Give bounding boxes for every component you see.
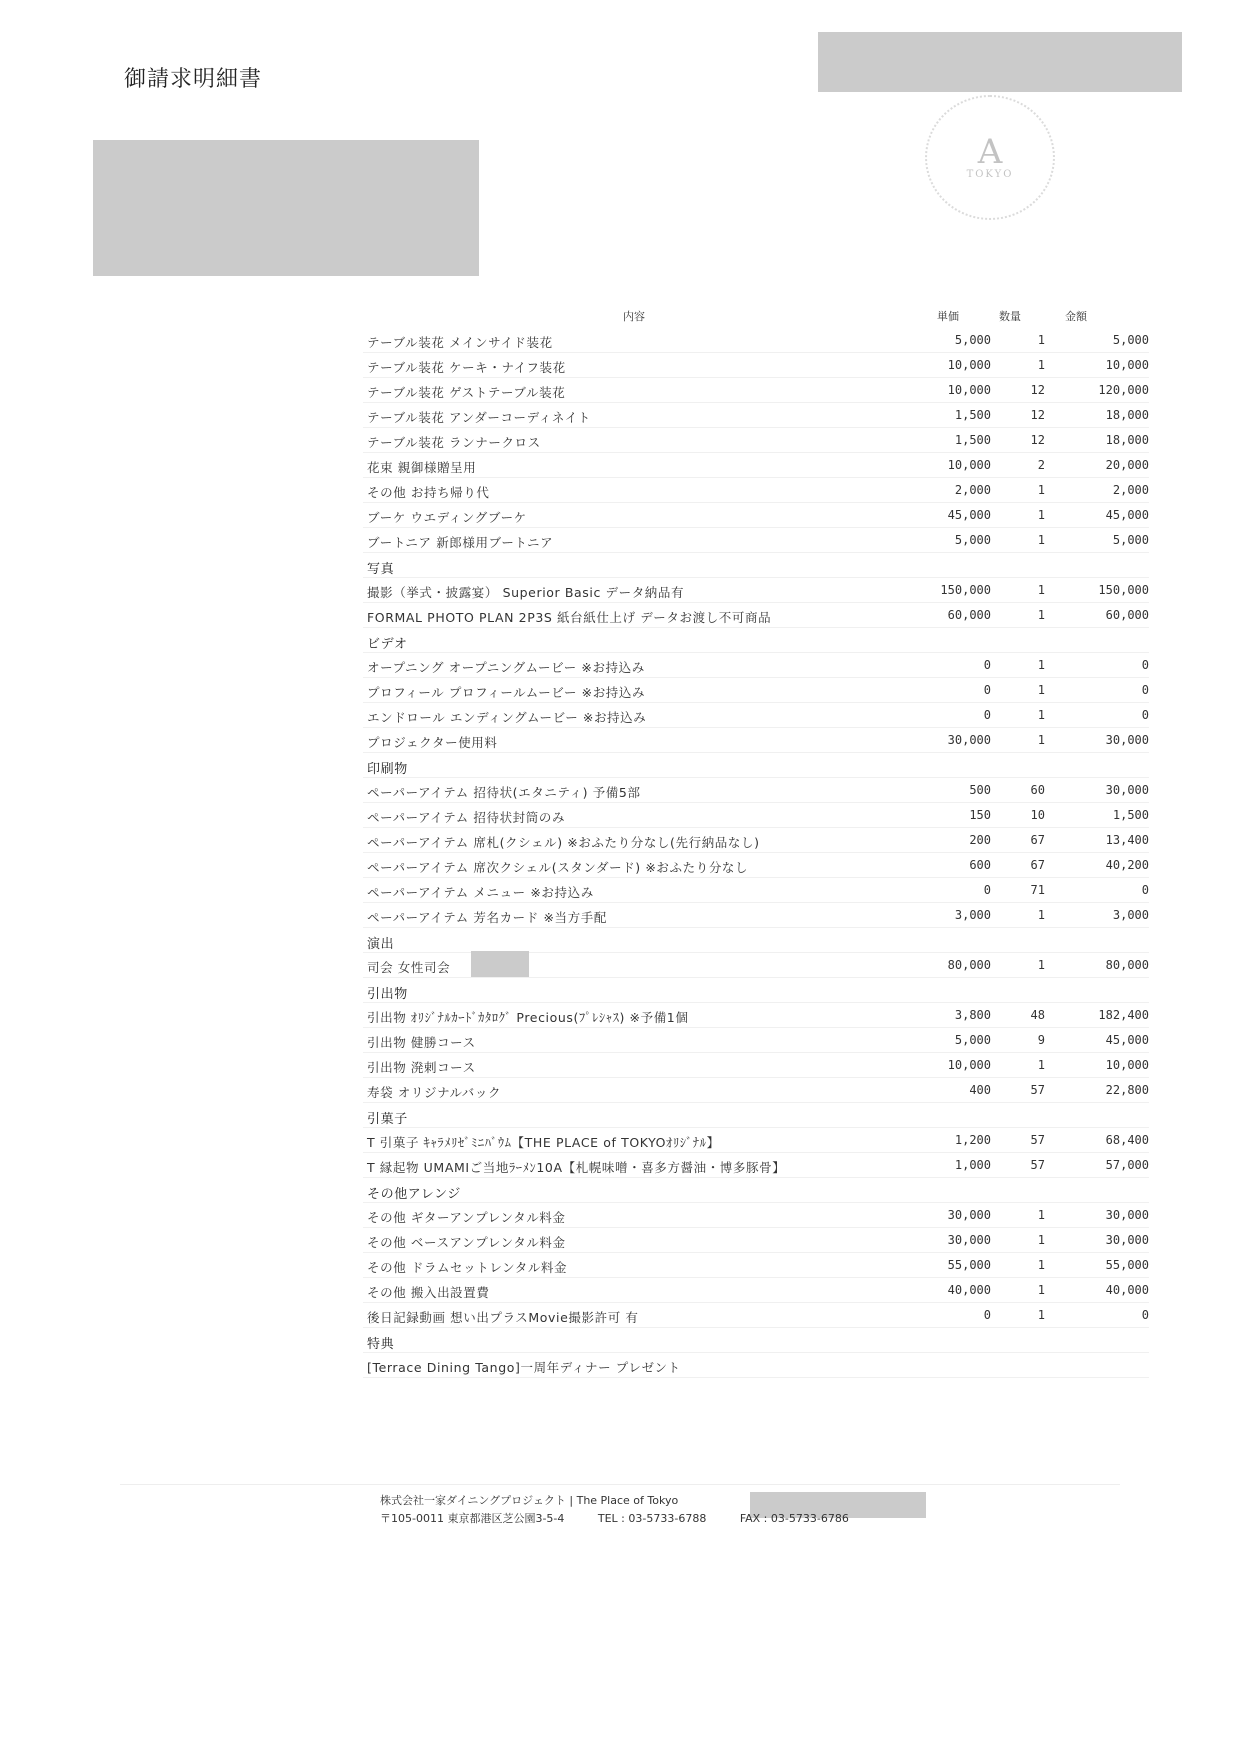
item-description: T 引菓子 ｷｬﾗﾒﾘｾﾞﾐﾆﾊﾞｳﾑ【THE PLACE of TOKYOｵﾘｼﾞﾅﾙ】 <box>367 1135 720 1150</box>
unit-price: 400 <box>969 1083 991 1097</box>
section-row <box>363 978 1149 1003</box>
item-description: ペーパーアイテム メニュー ※お持込み <box>367 885 594 900</box>
amount: 0 <box>1141 658 1149 672</box>
section-row <box>363 553 1149 578</box>
table-row <box>363 878 1149 903</box>
quantity: 1 <box>1037 333 1045 347</box>
item-description: その他 ベースアンプレンタル料金 <box>367 1235 566 1250</box>
unit-price: 30,000 <box>947 1208 991 1222</box>
quantity: 60 <box>1030 783 1045 797</box>
quantity: 1 <box>1037 683 1045 697</box>
item-description: プロジェクター使用料 <box>367 735 498 750</box>
section-label: 引菓子 <box>367 1112 408 1127</box>
quantity: 12 <box>1030 383 1045 397</box>
quantity: 1 <box>1037 908 1045 922</box>
unit-price: 40,000 <box>947 1283 991 1297</box>
quantity: 10 <box>1030 808 1045 822</box>
table-row <box>363 953 1149 978</box>
quantity: 1 <box>1037 1283 1045 1297</box>
unit-price: 30,000 <box>947 1233 991 1247</box>
amount: 40,200 <box>1105 858 1149 872</box>
quantity: 1 <box>1037 483 1045 497</box>
amount: 150,000 <box>1098 583 1149 597</box>
quantity: 71 <box>1030 883 1045 897</box>
amount: 5,000 <box>1112 533 1149 547</box>
unit-price: 0 <box>983 708 991 722</box>
item-description: FORMAL PHOTO PLAN 2P3S 紙台紙仕上げ データお渡し不可商品 <box>367 610 772 625</box>
table-row <box>363 603 1149 628</box>
logo-mark: A <box>977 132 1003 172</box>
quantity: 1 <box>1037 583 1045 597</box>
amount: 120,000 <box>1098 383 1149 397</box>
quantity: 48 <box>1030 1008 1045 1022</box>
amount: 68,400 <box>1105 1133 1149 1147</box>
table-row <box>363 903 1149 928</box>
quantity: 1 <box>1037 1308 1045 1322</box>
quantity: 1 <box>1037 1233 1045 1247</box>
unit-price: 0 <box>983 683 991 697</box>
footer-company: 株式会社一家ダイニングプロジェクト | The Place of Tokyo <box>380 1494 679 1507</box>
amount: 3,000 <box>1112 908 1149 922</box>
item-description: ペーパーアイテム 席札(クシェル) ※おふたり分なし(先行納品なし) <box>367 835 760 850</box>
quantity: 12 <box>1030 408 1045 422</box>
unit-price: 600 <box>969 858 991 872</box>
table-row <box>363 803 1149 828</box>
section-label: 演出 <box>367 937 395 952</box>
amount: 0 <box>1141 883 1149 897</box>
amount: 45,000 <box>1105 1033 1149 1047</box>
header-content: 内容 <box>623 310 645 323</box>
quantity: 1 <box>1037 508 1045 522</box>
unit-price: 10,000 <box>947 1058 991 1072</box>
table-row <box>363 1128 1149 1153</box>
section-row <box>363 1103 1149 1128</box>
item-description: ブーケ ウエディングブーケ <box>367 510 527 525</box>
amount: 18,000 <box>1105 408 1149 422</box>
header-amount: 金額 <box>1065 310 1087 323</box>
footer-tel: TEL : 03-5733-6788 <box>597 1512 707 1525</box>
unit-price: 80,000 <box>947 958 991 972</box>
unit-price: 10,000 <box>947 458 991 472</box>
quantity: 1 <box>1037 358 1045 372</box>
quantity: 2 <box>1037 458 1045 472</box>
section-row <box>363 1178 1149 1203</box>
redacted-block-address <box>93 140 479 276</box>
amount: 18,000 <box>1105 433 1149 447</box>
amount: 80,000 <box>1105 958 1149 972</box>
footer-address-line <box>380 1510 879 1526</box>
quantity: 1 <box>1037 958 1045 972</box>
table-row <box>363 853 1149 878</box>
table-row <box>363 528 1149 553</box>
table-row <box>363 403 1149 428</box>
table-row <box>363 478 1149 503</box>
quantity: 1 <box>1037 533 1045 547</box>
amount: 22,800 <box>1105 1083 1149 1097</box>
amount: 20,000 <box>1105 458 1149 472</box>
table-row <box>363 678 1149 703</box>
item-description: ペーパーアイテム 招待状(エタニティ) 予備5部 <box>367 785 641 800</box>
item-description: 引出物 ｵﾘｼﾞﾅﾙｶｰﾄﾞｶﾀﾛｸﾞ Precious(ﾌﾟﾚｼｬｽ) ※予備1個 <box>367 1010 689 1025</box>
table-row <box>363 503 1149 528</box>
amount: 45,000 <box>1105 508 1149 522</box>
footer-divider <box>120 1484 1120 1485</box>
section-label: ビデオ <box>367 637 408 652</box>
table-row <box>363 353 1149 378</box>
item-description: ペーパーアイテム 招待状封筒のみ <box>367 810 566 825</box>
item-description: 後日記録動画 想い出プラスMovie撮影許可 有 <box>367 1310 639 1325</box>
unit-price: 10,000 <box>947 383 991 397</box>
item-description: プロフィール プロフィールムービー ※お持込み <box>367 685 646 700</box>
quantity: 57 <box>1030 1158 1045 1172</box>
amount: 30,000 <box>1105 783 1149 797</box>
section-row <box>363 928 1149 953</box>
amount: 30,000 <box>1105 1208 1149 1222</box>
amount: 10,000 <box>1105 358 1149 372</box>
amount: 0 <box>1141 1308 1149 1322</box>
quantity: 1 <box>1037 708 1045 722</box>
unit-price: 5,000 <box>954 333 991 347</box>
amount: 5,000 <box>1112 333 1149 347</box>
section-label: 写真 <box>367 562 395 577</box>
table-row <box>363 328 1149 353</box>
quantity: 1 <box>1037 733 1045 747</box>
table-row <box>363 1353 1149 1378</box>
unit-price: 5,000 <box>954 1033 991 1047</box>
table-row <box>363 778 1149 803</box>
footer-address: 〒105-0011 東京都港区芝公園3-5-4 <box>380 1512 565 1525</box>
amount: 182,400 <box>1098 1008 1149 1022</box>
item-description: その他 お持ち帰り代 <box>367 485 490 500</box>
section-label: 特典 <box>367 1337 395 1352</box>
item-description: オープニング オープニングムービー ※お持込み <box>367 660 645 675</box>
table-row <box>363 1053 1149 1078</box>
item-description: テーブル装花 メインサイド装花 <box>367 335 553 350</box>
table-row <box>363 1003 1149 1028</box>
quantity: 1 <box>1037 1208 1045 1222</box>
unit-price: 0 <box>983 883 991 897</box>
item-description: 撮影（挙式・披露宴） Superior Basic データ納品有 <box>367 585 685 600</box>
table-row <box>363 1028 1149 1053</box>
item-description: テーブル装花 アンダーコーディネイト <box>367 410 591 425</box>
unit-price: 10,000 <box>947 358 991 372</box>
logo-text: TOKYO <box>966 169 1014 180</box>
item-description: ペーパーアイテム 席次クシェル(スタンダード) ※おふたり分なし <box>367 860 749 875</box>
table-row <box>363 1153 1149 1178</box>
quantity: 12 <box>1030 433 1045 447</box>
unit-price: 150 <box>969 808 991 822</box>
table-row <box>363 1303 1149 1328</box>
amount: 2,000 <box>1112 483 1149 497</box>
table-row <box>363 578 1149 603</box>
unit-price: 1,200 <box>954 1133 991 1147</box>
item-description: その他 ギターアンプレンタル料金 <box>367 1210 566 1225</box>
unit-price: 30,000 <box>947 733 991 747</box>
amount: 40,000 <box>1105 1283 1149 1297</box>
quantity: 1 <box>1037 1058 1045 1072</box>
logo-ring <box>925 95 1055 220</box>
unit-price: 3,800 <box>954 1008 991 1022</box>
quantity: 1 <box>1037 658 1045 672</box>
amount: 55,000 <box>1105 1258 1149 1272</box>
footer-fax: FAX : 03-5733-6786 <box>739 1512 849 1525</box>
item-description: ブートニア 新郎様用ブートニア <box>367 535 554 550</box>
table-row <box>363 728 1149 753</box>
quantity: 1 <box>1037 1258 1045 1272</box>
item-description: 引出物 健勝コース <box>367 1035 476 1050</box>
amount: 13,400 <box>1105 833 1149 847</box>
item-description: テーブル装花 ランナークロス <box>367 435 541 450</box>
item-description: テーブル装花 ゲストテーブル装花 <box>367 385 566 400</box>
table-row <box>363 1228 1149 1253</box>
item-description: エンドロール エンディングムービー ※お持込み <box>367 710 647 725</box>
section-row <box>363 1328 1149 1353</box>
table-row <box>363 828 1149 853</box>
section-label: その他アレンジ <box>367 1187 462 1202</box>
redacted-block-top-right <box>818 32 1182 92</box>
unit-price: 2,000 <box>954 483 991 497</box>
header-quantity: 数量 <box>999 310 1021 323</box>
quantity: 57 <box>1030 1083 1045 1097</box>
section-row <box>363 753 1149 778</box>
item-description: テーブル装花 ケーキ・ナイフ装花 <box>367 360 566 375</box>
amount: 30,000 <box>1105 1233 1149 1247</box>
amount: 1,500 <box>1112 808 1149 822</box>
unit-price: 3,000 <box>954 908 991 922</box>
unit-price: 5,000 <box>954 533 991 547</box>
unit-price: 1,000 <box>954 1158 991 1172</box>
quantity: 1 <box>1037 608 1045 622</box>
unit-price: 0 <box>983 658 991 672</box>
unit-price: 500 <box>969 783 991 797</box>
table-row <box>363 1278 1149 1303</box>
amount: 0 <box>1141 708 1149 722</box>
item-description: 引出物 溌剌コース <box>367 1060 476 1075</box>
amount: 57,000 <box>1105 1158 1149 1172</box>
item-description: T 縁起物 UMAMIご当地ﾗｰﾒﾝ10A【札幌味噌・喜多方醤油・博多豚骨】 <box>367 1160 786 1175</box>
unit-price: 1,500 <box>954 408 991 422</box>
amount: 10,000 <box>1105 1058 1149 1072</box>
item-description: ペーパーアイテム 芳名カード ※当方手配 <box>367 910 607 925</box>
item-description: [Terrace Dining Tango]一周年ディナー プレゼント <box>367 1360 681 1375</box>
amount: 60,000 <box>1105 608 1149 622</box>
table-row <box>363 1203 1149 1228</box>
unit-price: 200 <box>969 833 991 847</box>
venue-logo <box>925 95 1055 220</box>
item-description: 寿袋 オリジナルバック <box>367 1085 502 1100</box>
unit-price: 1,500 <box>954 433 991 447</box>
table-row <box>363 428 1149 453</box>
table-row <box>363 453 1149 478</box>
amount: 0 <box>1141 683 1149 697</box>
invoice-table <box>363 302 1149 1378</box>
item-description: 花束 親御様贈呈用 <box>367 460 477 475</box>
header-unit-price: 単価 <box>937 310 959 323</box>
amount: 30,000 <box>1105 733 1149 747</box>
table-row <box>363 653 1149 678</box>
section-label: 印刷物 <box>367 762 408 777</box>
table-row <box>363 1078 1149 1103</box>
item-description: その他 搬入出設置費 <box>367 1285 490 1300</box>
unit-price: 0 <box>983 1308 991 1322</box>
quantity: 67 <box>1030 858 1045 872</box>
section-row <box>363 628 1149 653</box>
item-description: その他 ドラムセットレンタル料金 <box>367 1260 568 1275</box>
unit-price: 150,000 <box>940 583 991 597</box>
table-header <box>363 302 1149 328</box>
item-description: 司会 女性司会 <box>367 960 451 975</box>
document-title: 御請求明細書 <box>124 67 263 92</box>
unit-price: 55,000 <box>947 1258 991 1272</box>
quantity: 57 <box>1030 1133 1045 1147</box>
section-label: 引出物 <box>367 987 408 1002</box>
table-row <box>363 1253 1149 1278</box>
unit-price: 45,000 <box>947 508 991 522</box>
table-body <box>363 328 1149 1378</box>
quantity: 9 <box>1037 1033 1045 1047</box>
redacted-name <box>471 951 529 977</box>
table-row <box>363 378 1149 403</box>
table-row <box>363 703 1149 728</box>
unit-price: 60,000 <box>947 608 991 622</box>
footer-company-line <box>380 1492 708 1508</box>
quantity: 67 <box>1030 833 1045 847</box>
